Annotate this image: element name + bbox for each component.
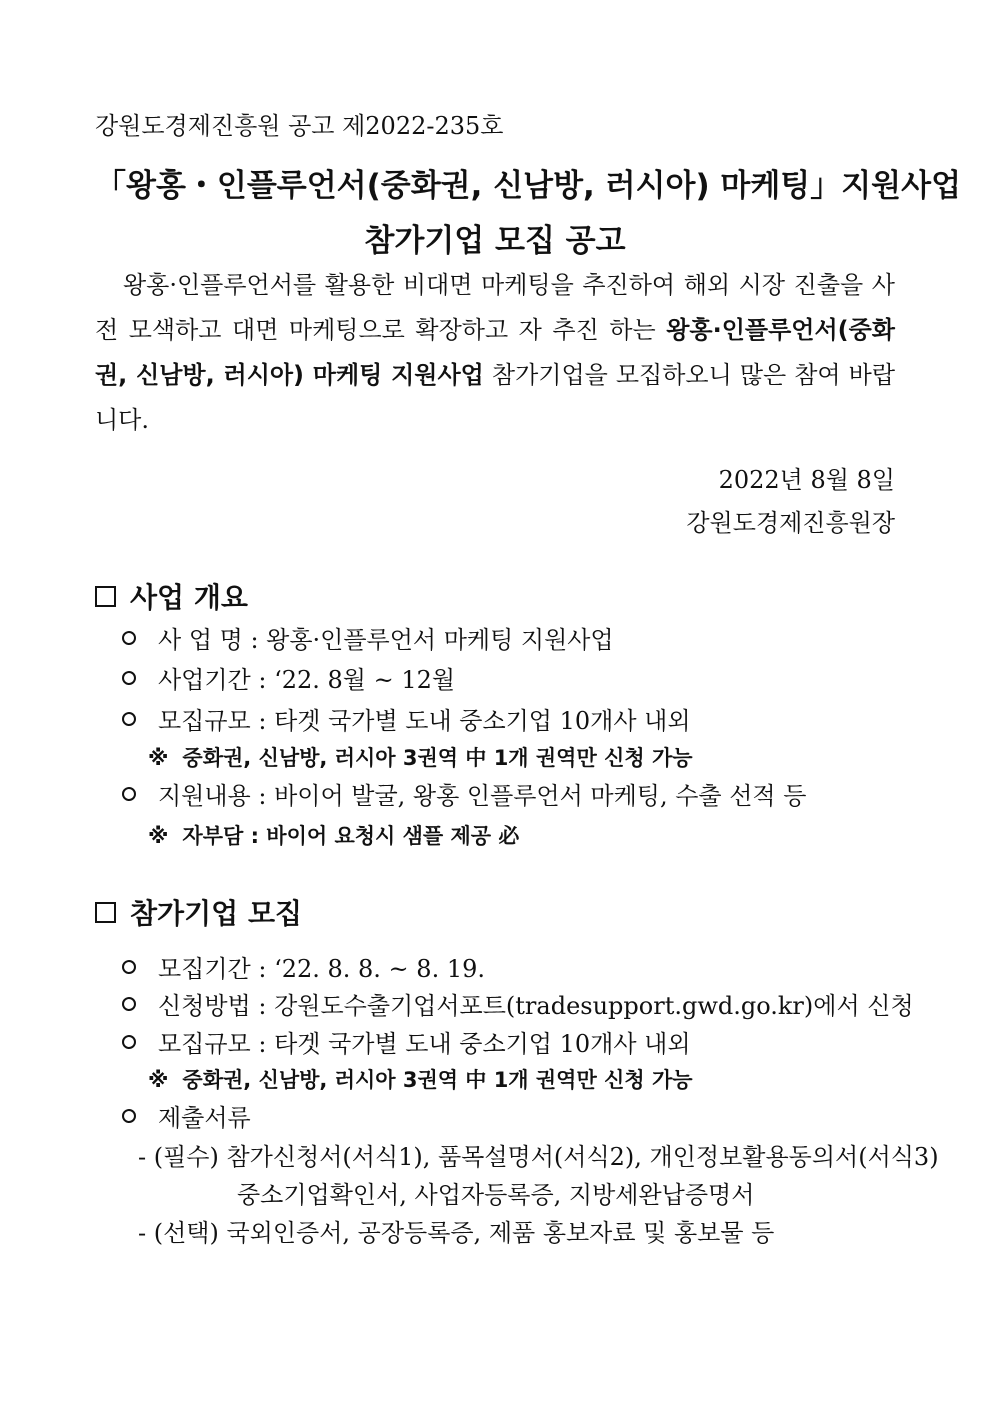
item-text: 지원내용 : 바이어 발굴, 왕홍 인플루언서 마케팅, 수출 선적 등 bbox=[158, 782, 807, 810]
recruit-note-region bbox=[148, 1064, 693, 1094]
overview-item-support bbox=[122, 776, 806, 811]
circle-bullet-icon bbox=[122, 997, 136, 1011]
overview-item-period bbox=[122, 660, 455, 695]
intro-text-1: 왕홍·인플루언서를 활용한 비대면 마케팅을 추진하여 해외 시장 진출을 사전 모색하고 대면 마케팅으로 확장하고 자 추진 하는 bbox=[95, 271, 895, 344]
note-mark: ※ bbox=[148, 824, 169, 848]
overview-note-self-pay bbox=[148, 820, 519, 850]
item-text: 사 업 명 : 왕홍·인플루언서 마케팅 지원사업 bbox=[158, 626, 614, 654]
recruit-item-scale bbox=[122, 1024, 691, 1059]
note-text: 중화권, 신남방, 러시아 3권역 中 1개 권역만 신청 가능 bbox=[182, 746, 693, 770]
overview-item-scale bbox=[122, 701, 691, 736]
section-title: 사업 개요 bbox=[130, 581, 248, 614]
section-heading-recruitment bbox=[95, 892, 302, 932]
circle-bullet-icon bbox=[122, 960, 136, 974]
intro-text-2: 참가기업을 모집하오니 많은 참여 바랍니다. bbox=[95, 361, 896, 434]
section-title: 참가기업 모집 bbox=[130, 897, 303, 930]
circle-bullet-icon bbox=[122, 671, 136, 685]
note-text: 중화권, 신남방, 러시아 3권역 中 1개 권역만 신청 가능 bbox=[182, 1068, 693, 1092]
circle-bullet-icon bbox=[122, 712, 136, 726]
intro-bold-text: 왕홍·인플루언서(중화권, 신남방, 러시아) 마케팅 지원사업 bbox=[95, 316, 895, 389]
item-text: 사업기간 : ‘22. 8월 ~ 12월 bbox=[158, 666, 456, 694]
circle-bullet-icon bbox=[122, 1109, 136, 1123]
square-bullet-icon bbox=[95, 586, 116, 607]
section-heading-overview bbox=[95, 576, 248, 616]
item-text: 신청방법 : 강원도수출기업서포트(tradesupport.gwd.go.kr)에서 신청 bbox=[158, 992, 914, 1020]
note-mark: ※ bbox=[148, 746, 169, 770]
circle-bullet-icon bbox=[122, 631, 136, 645]
square-bullet-icon bbox=[95, 902, 116, 923]
item-text: 제출서류 bbox=[158, 1104, 251, 1132]
title-line-1: 「왕홍・인플루언서(중화권, 신남방, 러시아) 마케팅」지원사업 bbox=[95, 168, 962, 204]
overview-item-project-name bbox=[122, 620, 614, 655]
item-text: 모집규모 : 타겟 국가별 도내 중소기업 10개사 내외 bbox=[158, 707, 691, 735]
intro-paragraph bbox=[95, 263, 895, 443]
required-documents-line-2: 중소기업확인서, 사업자등록증, 지방세완납증명서 bbox=[237, 1181, 755, 1209]
note-mark: ※ bbox=[148, 1068, 169, 1092]
recruit-item-documents bbox=[122, 1098, 251, 1133]
announcement-date: 2022년 8월 8일 bbox=[718, 466, 895, 494]
announcement-number: 강원도경제진흥원 공고 제2022-235호 bbox=[95, 112, 504, 140]
circle-bullet-icon bbox=[122, 787, 136, 801]
required-documents-line-1: - (필수) 참가신청서(서식1), 품목설명서(서식2), 개인정보활용동의서(서식3) bbox=[138, 1143, 939, 1171]
circle-bullet-icon bbox=[122, 1035, 136, 1049]
recruit-item-method bbox=[122, 986, 914, 1021]
item-text: 모집규모 : 타겟 국가별 도내 중소기업 10개사 내외 bbox=[158, 1030, 691, 1058]
overview-note-region bbox=[148, 742, 693, 772]
title-line-2: 참가기업 모집 공고 bbox=[364, 223, 626, 259]
item-text: 모집기간 : ‘22. 8. 8. ~ 8. 19. bbox=[158, 955, 485, 983]
note-text: 자부담 : 바이어 요청시 샘플 제공 必 bbox=[182, 824, 520, 848]
optional-documents: - (선택) 국외인증서, 공장등록증, 제품 홍보자료 및 홍보물 등 bbox=[138, 1219, 775, 1247]
recruit-item-period bbox=[122, 949, 485, 984]
issuer: 강원도경제진흥원장 bbox=[686, 509, 895, 537]
